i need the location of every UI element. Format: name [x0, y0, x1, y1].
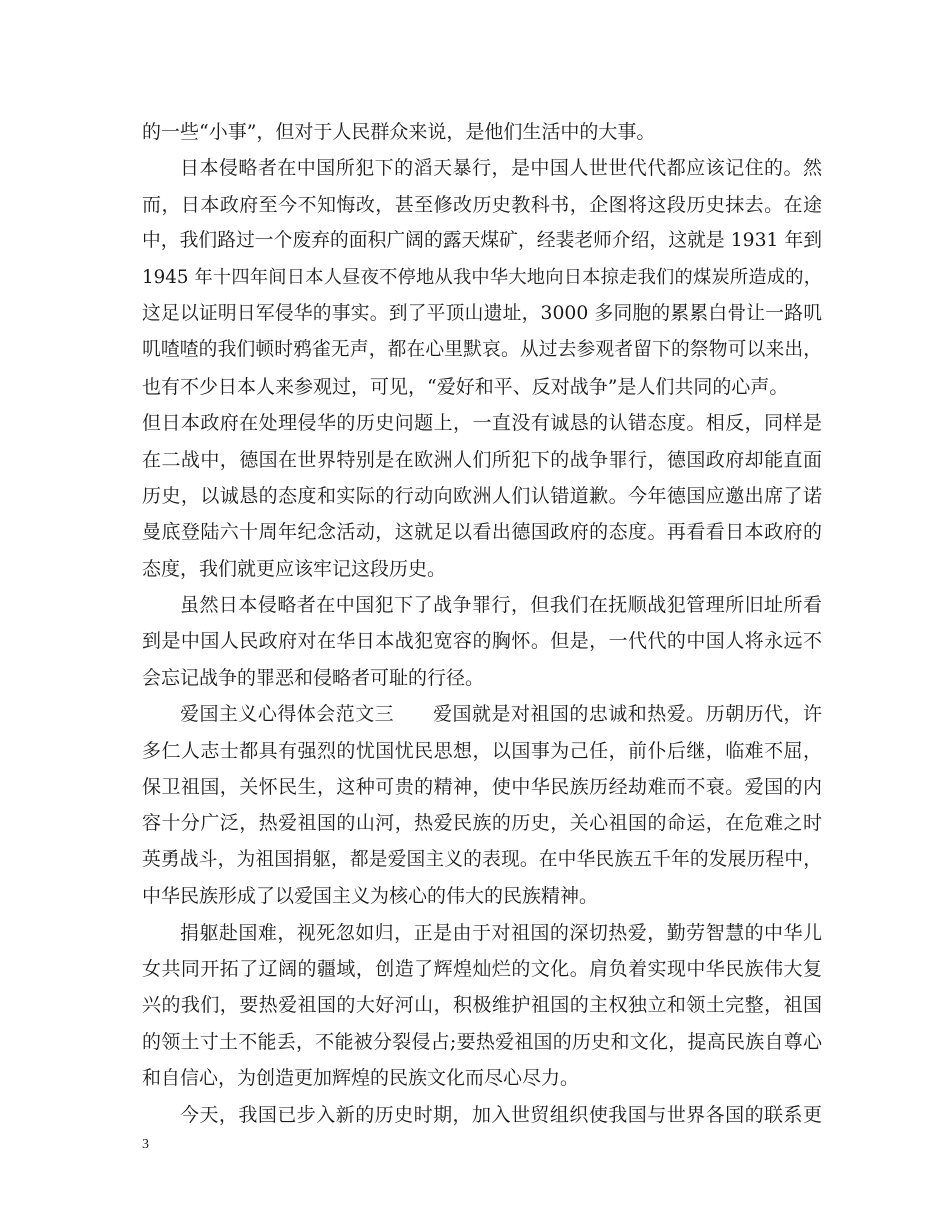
text-line: 日本侵略者在中国所犯下的滔天暴行，是中国人世世代代都应该记住的。然: [180, 157, 822, 180]
text-line: 英勇战斗，为祖国捐躯，都是爱国主义的表现。在中华民族五千年的发展历程中，: [142, 848, 822, 870]
text-line: 捐躯赴国难，视死忽如归，正是由于对祖国的深切热爱，勤劳智慧的中华儿: [180, 921, 822, 944]
text-line: 保卫祖国，关怀民生，这种可贵的精神，使中华民族历经劫难而不衰。爱国的内: [142, 776, 822, 799]
body-text: [142, 114, 822, 1133]
text-line: 历史，以诚恳的态度和实际的行动向欧洲人们认错道歉。今年德国应邀出席了诺: [142, 484, 822, 507]
text-line: 爱国主义心得体会范文三 爱国就是对祖国的忠诚和热爱。历朝历代，许: [180, 703, 822, 726]
text-line: 中，我们路过一个废弃的面积广阔的露天煤矿，经裴老师介绍，这就是 1931 年到: [142, 230, 822, 252]
text-line: 这足以证明日军侵华的事实。到了平顶山遗址，3000 多同胞的累累白骨让一路叽: [142, 302, 822, 324]
text-line: 叽喳喳的我们顿时鸦雀无声，都在心里默哀。从过去参观者留下的祭物可以来出，: [142, 339, 822, 361]
text-line: 在二战中，德国在世界特别是在欧洲人们所犯下的战争罪行，德国政府却能直面: [142, 448, 822, 471]
text-line: 今天，我国已步入新的历史时期，加入世贸组织使我国与世界各国的联系更: [180, 1103, 822, 1126]
text-line: 的领土寸土不能丢，不能被分裂侵占;要热爱祖国的历史和文化，提高民族自尊心: [142, 1030, 822, 1053]
text-line: 和自信心，为创造更加辉煌的民族文化而尽心尽力。: [142, 1067, 580, 1090]
text-line: 的一些“小事”，但对于人民群众来说，是他们生活中的大事。: [142, 121, 656, 143]
text-line: 态度，我们就更应该牢记这段历史。: [142, 557, 447, 580]
text-line: 1945 年十四年间日本人昼夜不停地从我中华大地向日本掠走我们的煤炭所造成的，: [142, 266, 822, 288]
text-line: 容十分广泛，热爱祖国的山河，热爱民族的历史，关心祖国的命运，在危难之时: [142, 812, 822, 835]
text-line: 中华民族形成了以爱国主义为核心的伟大的民族精神。: [142, 885, 599, 908]
text-line: 到是中国人民政府对在华日本战犯宽容的胸怀。但是，一代代的中国人将永远不: [142, 630, 822, 653]
text-line: 虽然日本侵略者在中国犯下了战争罪行，但我们在抚顺战犯管理所旧址所看: [180, 594, 822, 617]
text-line: 多仁人志士都具有强烈的忧国忧民思想，以国事为己任，前仆后继，临难不屈，: [142, 739, 822, 762]
text-line: 也有不少日本人来参观过，可见，“爱好和平、反对战争”是人们共同的心声。: [142, 375, 789, 398]
text-line: 会忘记战争的罪恶和侵略者可耻的行径。: [142, 666, 485, 689]
text-line: 兴的我们，要热爱祖国的大好河山，积极维护祖国的主权独立和领土完整，祖国: [142, 994, 822, 1017]
text-line: 而，日本政府至今不知悔改，甚至修改历史教科书，企图将这段历史抹去。在途: [142, 193, 822, 216]
text-line: 曼底登陆六十周年纪念活动，这就足以看出德国政府的态度。再看看日本政府的: [142, 521, 822, 544]
text-line: 但日本政府在处理侵华的历史问题上，一直没有诚恳的认错态度。相反，同样是: [142, 412, 822, 435]
text-line: 女共同开拓了辽阔的疆域，创造了辉煌灿烂的文化。肩负着实现中华民族伟大复: [142, 957, 822, 980]
page-number: 3: [142, 1137, 149, 1152]
